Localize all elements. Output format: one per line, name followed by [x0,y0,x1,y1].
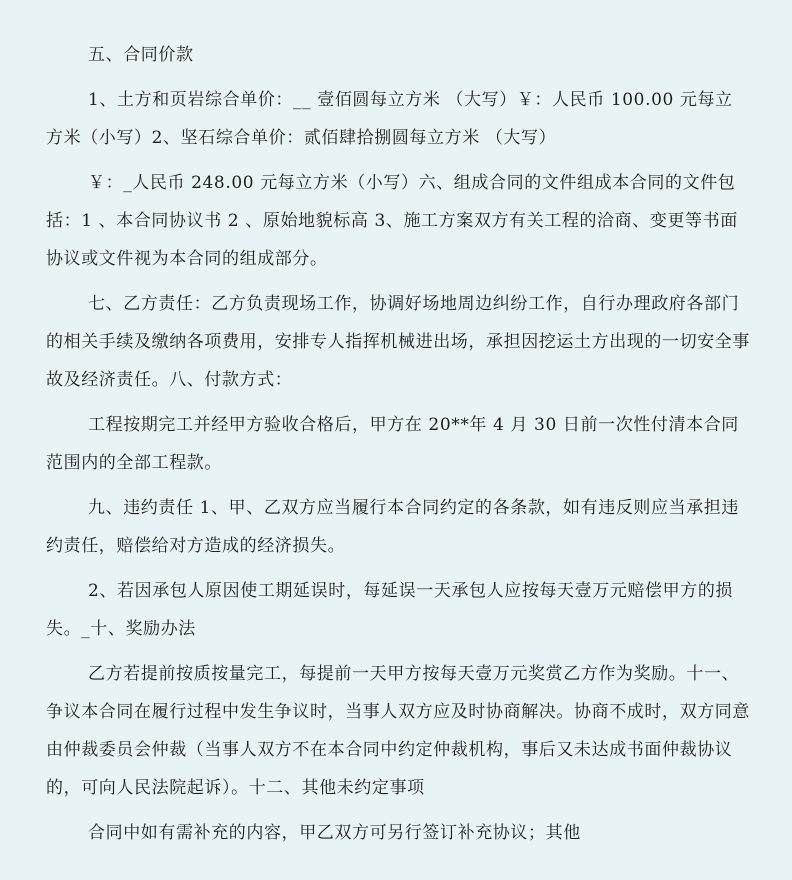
paragraph-delay-penalty: 2、若因承包人原因使工期延误时，每延误一天承包人应按每天壹万元赔偿甲方的损失。_十、奖励办法 [46,581,734,639]
section-heading-contract-price: 五、合同价款 [88,45,194,65]
paragraph-party-b-responsibility: 七、乙方责任：乙方负责现场工作，协调好场地周边纠纷工作，自行办理政府各部门的相关手续及缴纳各项费用，安排专人指挥机械进出场，承担因挖运土方出现的一切安全事故及经济责任。八、付款方式： [46,294,750,390]
paragraph-unit-prices: 1、土方和页岩综合单价：__ 壹佰圆每立方米 （大写）￥：人民币 100.00 元每立方米（小写）2、坚石综合单价：贰佰肆拾捌圆每立方米 （大写） [46,90,733,148]
paragraph-breach-liability: 九、违约责任 1、甲、乙双方应当履行本合同约定的各条款，如有违反则应当承担违约责任，赔偿给对方造成的经济损失。 [46,498,740,556]
paragraph-rewards-disputes: 乙方若提前按质按量完工，每提前一天甲方按每天壹万元奖赏乙方作为奖励。十一、争议本合同在履行过程中发生争议时，当事人双方应及时协商解决。协商不成时，双方同意由仲裁委员会仲裁（当事人双方不在本合同中约定仲裁机构，事后又未达成书面仲裁协议的，可向人民法院起诉）。十二、其他未约定事项 [46,664,750,798]
paragraph-payment-terms: 工程按期完工并经甲方验收合格后，甲方在 20**年 4 月 30 日前一次性付清本合同范围内的全部工程款。 [46,415,739,473]
paragraph-contract-documents: ￥：_人民币 248.00 元每立方米（小写）六、组成合同的文件组成本合同的文件包括：1 、本合同协议书 2 、原始地貌标高 3、施工方案双方有关工程的洽商、变更等书面协议或文件视为本合同的组成部分。 [46,173,738,269]
paragraph-supplementary: 合同中如有需补充的内容，甲乙双方可另行签订补充协议；其他 [88,823,581,843]
